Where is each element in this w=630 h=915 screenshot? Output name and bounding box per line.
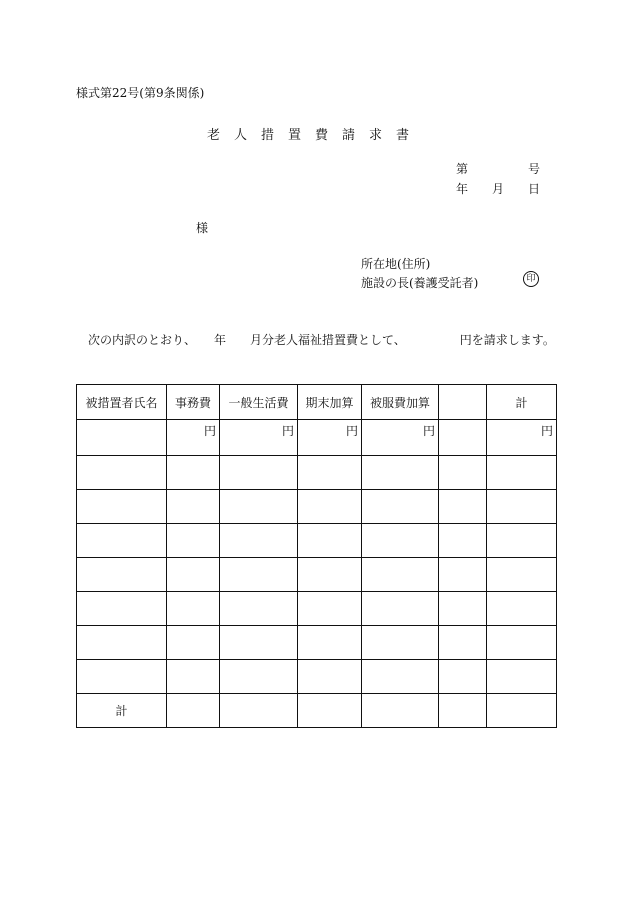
total-cell[interactable] — [487, 456, 557, 490]
blank-cell[interactable] — [439, 592, 487, 626]
living-cost-cell[interactable] — [220, 626, 298, 660]
total-cell[interactable] — [487, 592, 557, 626]
blank-cell[interactable] — [439, 558, 487, 592]
table-row — [77, 420, 557, 456]
name-cell[interactable] — [77, 558, 167, 592]
table-row — [77, 524, 557, 558]
facility-head-label: 施設の長(養護受託者) — [361, 276, 479, 290]
term-end-addition-cell[interactable] — [298, 660, 362, 694]
name-cell[interactable] — [77, 420, 167, 456]
blank-cell[interactable] — [439, 626, 487, 660]
date-year-label: 年 — [456, 182, 469, 196]
date-day-label: 日 — [528, 182, 541, 196]
seal-mark: 印 — [523, 271, 539, 287]
blank-total-cell[interactable] — [439, 694, 487, 728]
term-end-addition-cell[interactable] — [298, 558, 362, 592]
yen-unit: 円 — [281, 424, 294, 438]
clothing-addition-total-cell[interactable] — [362, 694, 439, 728]
breakdown-table — [76, 384, 557, 728]
living-cost-cell[interactable] — [220, 456, 298, 490]
total-cell[interactable] — [487, 660, 557, 694]
term-end-addition-cell[interactable] — [298, 524, 362, 558]
blank-cell[interactable] — [439, 420, 487, 456]
total-cell[interactable] — [487, 490, 557, 524]
living-cost-cell[interactable] — [220, 524, 298, 558]
blank-cell[interactable] — [439, 524, 487, 558]
number-suffix: 号 — [528, 162, 541, 176]
clothing-addition-cell[interactable] — [362, 592, 439, 626]
clothing-addition-cell[interactable] — [362, 660, 439, 694]
grand-total-cell[interactable] — [487, 694, 557, 728]
name-cell[interactable] — [77, 592, 167, 626]
total-cell[interactable] — [487, 420, 557, 456]
clothing-addition-cell[interactable] — [362, 626, 439, 660]
term-end-addition-cell[interactable] — [298, 456, 362, 490]
table-row — [77, 592, 557, 626]
date-month-label: 月 — [492, 182, 505, 196]
term-end-addition-cell[interactable] — [298, 490, 362, 524]
header-blank — [439, 385, 487, 420]
total-cell[interactable] — [487, 524, 557, 558]
admin-cost-cell[interactable] — [167, 524, 220, 558]
blank-cell[interactable] — [439, 490, 487, 524]
table-total-row — [77, 694, 557, 728]
request-statement — [76, 330, 556, 350]
header-recipient-name: 被措置者氏名 — [77, 385, 167, 420]
living-cost-cell[interactable] — [220, 660, 298, 694]
clothing-addition-cell[interactable] — [362, 420, 439, 456]
form-number: 様式第22号(第9条関係) — [76, 86, 205, 100]
header-total: 計 — [487, 385, 557, 420]
admin-cost-cell[interactable] — [167, 660, 220, 694]
term-end-addition-cell[interactable] — [298, 420, 362, 456]
table-row — [77, 456, 557, 490]
total-cell[interactable] — [487, 626, 557, 660]
clothing-addition-cell[interactable] — [362, 558, 439, 592]
total-row-label: 計 — [77, 694, 167, 728]
header-clothing-addition: 被服費加算 — [362, 385, 439, 420]
living-cost-cell[interactable] — [220, 558, 298, 592]
table-header-row — [77, 385, 557, 420]
header-living-cost: 一般生活費 — [220, 385, 298, 420]
address-label: 所在地(住所) — [361, 257, 431, 271]
name-cell[interactable] — [77, 626, 167, 660]
admin-cost-cell[interactable] — [167, 456, 220, 490]
name-cell[interactable] — [77, 524, 167, 558]
yen-unit: 円 — [203, 424, 216, 438]
living-cost-cell[interactable] — [220, 490, 298, 524]
living-cost-cell[interactable] — [220, 420, 298, 456]
clothing-addition-cell[interactable] — [362, 524, 439, 558]
name-cell[interactable] — [77, 456, 167, 490]
table-row — [77, 626, 557, 660]
request-statement-text: 次の内訳のとおり、 年 月分老人福祉措置費として、 円を請求します。 — [88, 333, 555, 347]
term-end-addition-cell[interactable] — [298, 626, 362, 660]
admin-cost-cell[interactable] — [167, 490, 220, 524]
yen-unit: 円 — [540, 424, 553, 438]
document-title: 老人措置費請求書 — [206, 128, 423, 143]
name-cell[interactable] — [77, 660, 167, 694]
living-cost-total-cell[interactable] — [220, 694, 298, 728]
yen-unit: 円 — [422, 424, 435, 438]
total-cell[interactable] — [487, 558, 557, 592]
table-row — [77, 660, 557, 694]
table-row — [77, 558, 557, 592]
table-row — [77, 490, 557, 524]
admin-cost-cell[interactable] — [167, 558, 220, 592]
header-admin-cost: 事務費 — [167, 385, 220, 420]
term-end-addition-cell[interactable] — [298, 592, 362, 626]
header-term-end-addition: 期末加算 — [298, 385, 362, 420]
clothing-addition-cell[interactable] — [362, 490, 439, 524]
blank-cell[interactable] — [439, 660, 487, 694]
clothing-addition-cell[interactable] — [362, 456, 439, 490]
term-end-addition-total-cell[interactable] — [298, 694, 362, 728]
living-cost-cell[interactable] — [220, 592, 298, 626]
addressee-suffix: 様 — [196, 221, 209, 235]
yen-unit: 円 — [345, 424, 358, 438]
admin-cost-cell[interactable] — [167, 626, 220, 660]
admin-cost-cell[interactable] — [167, 592, 220, 626]
admin-cost-total-cell[interactable] — [167, 694, 220, 728]
blank-cell[interactable] — [439, 456, 487, 490]
name-cell[interactable] — [77, 490, 167, 524]
number-prefix: 第 — [456, 162, 469, 176]
admin-cost-cell[interactable] — [167, 420, 220, 456]
